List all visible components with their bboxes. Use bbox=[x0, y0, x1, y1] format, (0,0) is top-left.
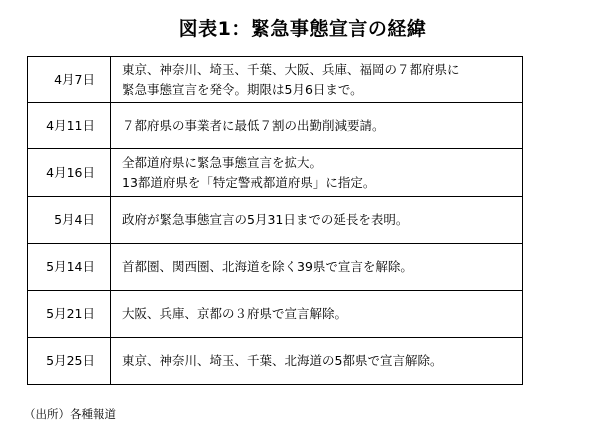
table-row bbox=[28, 197, 523, 244]
source-note: （出所）各種報道 bbox=[24, 407, 116, 421]
event-text: 緊急事態宣言を発令。期限は5月6日まで。 bbox=[122, 81, 363, 97]
timeline-table bbox=[27, 56, 523, 385]
date-cell: 4月16日 bbox=[28, 149, 111, 197]
date-cell: 4月11日 bbox=[28, 103, 111, 149]
event-cell bbox=[111, 197, 523, 244]
event-cell bbox=[111, 338, 523, 385]
table-row bbox=[28, 149, 523, 197]
date-cell: 5月21日 bbox=[28, 291, 111, 338]
date-cell: 5月4日 bbox=[28, 197, 111, 244]
date-cell: 5月14日 bbox=[28, 244, 111, 291]
event-cell bbox=[111, 57, 523, 103]
event-text: 東京、神奈川、埼玉、千葉、北海道の5都県で宣言解除。 bbox=[122, 353, 443, 368]
table-row bbox=[28, 338, 523, 385]
event-text: 全都道府県に緊急事態宣言を拡大。 bbox=[122, 154, 323, 170]
chart-title: 図表1：緊急事態宣言の経緯 bbox=[178, 18, 427, 40]
event-cell bbox=[111, 149, 523, 197]
event-text: 大阪、兵庫、京都の３府県で宣言解除。 bbox=[122, 306, 348, 321]
date-cell: 5月25日 bbox=[28, 338, 111, 385]
event-text: 首都圏、関西圏、北海道を除く39県で宣言を解除。 bbox=[122, 259, 413, 274]
table-row bbox=[28, 244, 523, 291]
date-cell: 4月7日 bbox=[28, 57, 111, 103]
event-text: 13都道府県を「特定警戒都道府県」に指定。 bbox=[122, 174, 376, 190]
event-cell bbox=[111, 244, 523, 291]
event-text: 東京、神奈川、埼玉、千葉、大阪、兵庫、福岡の７都府県に bbox=[122, 61, 460, 77]
event-cell bbox=[111, 291, 523, 338]
table-row bbox=[28, 291, 523, 338]
event-text: 政府が緊急事態宣言の5月31日までの延長を表明。 bbox=[122, 212, 409, 227]
table-row bbox=[28, 57, 523, 103]
event-text: ７都府県の事業者に最低７割の出勤削減要請。 bbox=[122, 117, 385, 133]
table-row bbox=[28, 103, 523, 149]
event-cell bbox=[111, 103, 523, 149]
